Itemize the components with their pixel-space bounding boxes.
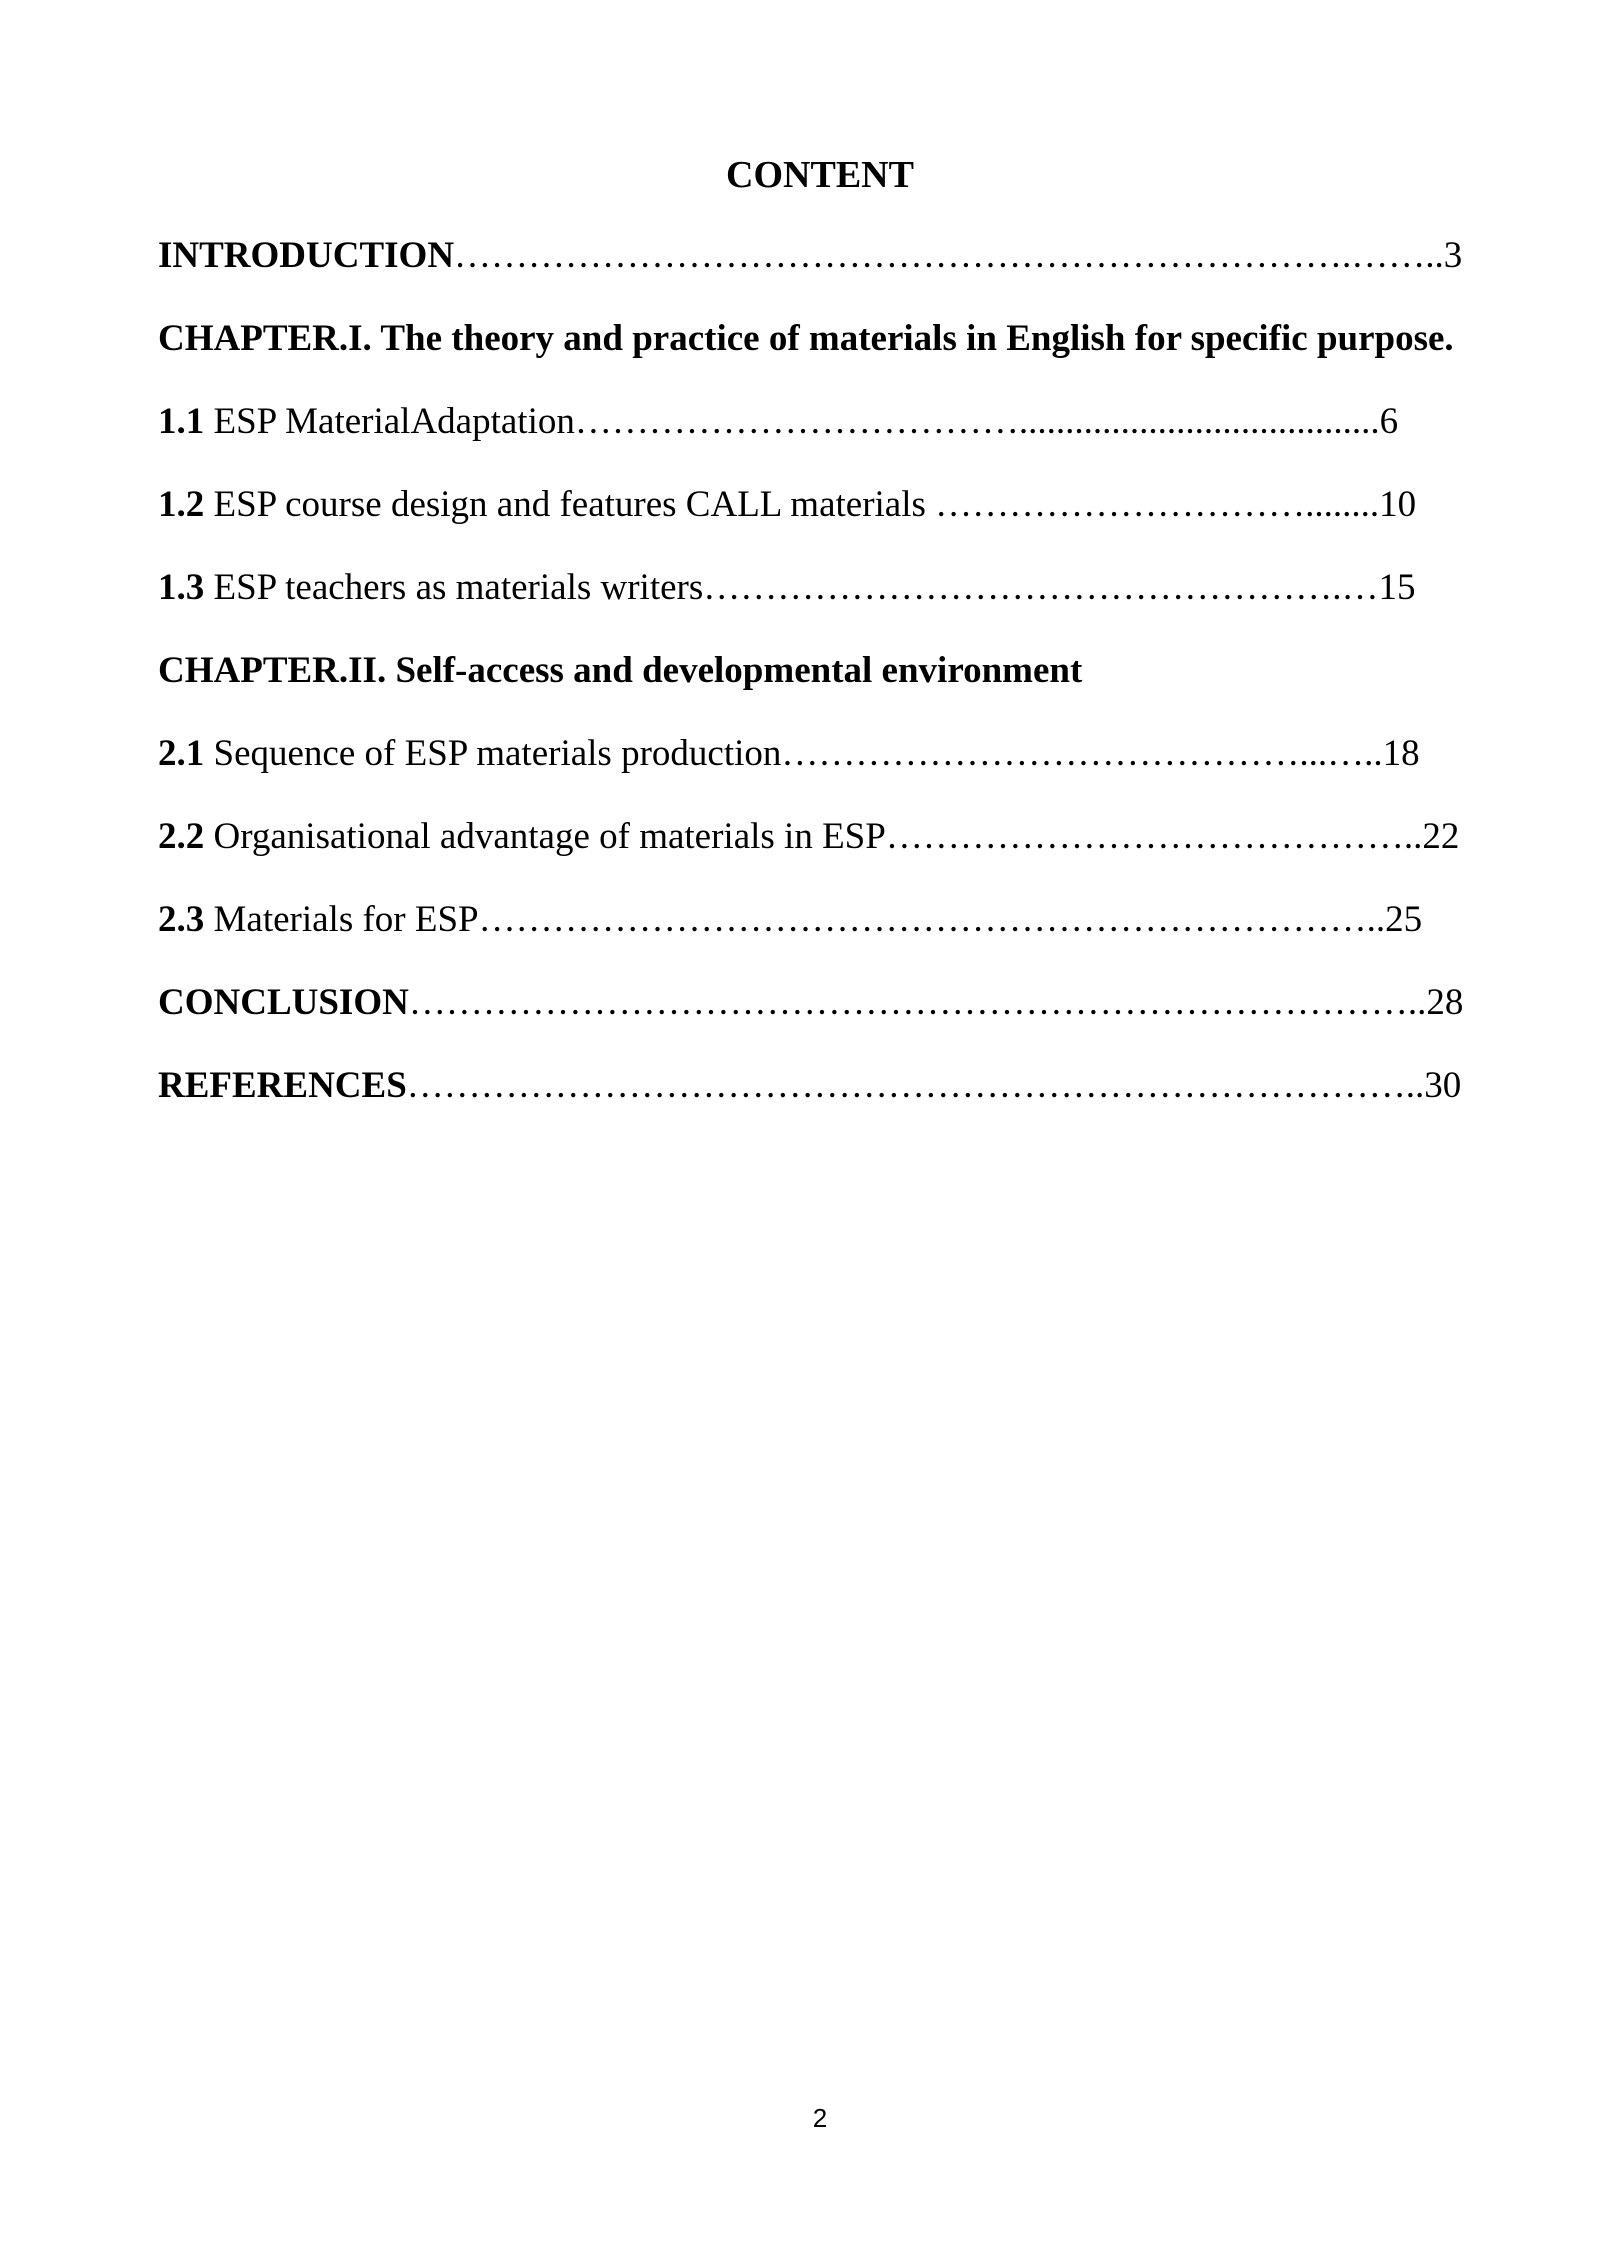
toc-page-number: 6 — [1379, 401, 1399, 442]
toc-entry-text: ESP course design and features CALL materials — [204, 484, 936, 525]
toc-entry-chapter-2 — [158, 644, 1498, 727]
toc-leader: …………………………………………….… — [703, 567, 1379, 608]
toc-leader: ……………………………………...….. — [781, 733, 1383, 774]
toc-entry-introduction — [158, 229, 1498, 312]
toc-page-number: 15 — [1378, 567, 1416, 608]
toc-entry-1-3 — [158, 561, 1498, 644]
toc-entry-text: ESP teachers as materials writers — [204, 567, 704, 608]
toc-page-number: 25 — [1385, 899, 1423, 940]
page-title: CONTENT — [726, 154, 914, 196]
toc-entry-text: REFERENCES — [158, 1065, 407, 1106]
toc-section-number: 2.2 — [158, 816, 205, 857]
toc-leader: ……………………………………………………………….. — [478, 899, 1386, 940]
toc-entry-1-1 — [158, 395, 1498, 478]
toc-entry-text: INTRODUCTION — [158, 235, 455, 276]
toc-section-number: 1.2 — [158, 484, 205, 525]
toc-leader: …………………………………….. — [885, 816, 1423, 857]
toc-page-number: 30 — [1424, 1065, 1462, 1106]
toc-entry-chapter-1 — [158, 312, 1498, 395]
toc-entry-text: Materials for ESP — [204, 899, 479, 940]
toc-page-number: 22 — [1422, 816, 1460, 857]
page-number: 2 — [812, 2103, 828, 2133]
toc-leader: …………………………........ — [935, 484, 1380, 525]
toc-leader: ……………………………………………………………………….. — [408, 982, 1427, 1023]
toc-leader: ……………………………………………………………….…….. — [454, 235, 1444, 276]
toc-entry-2-3 — [158, 893, 1498, 976]
toc-section-number: 2.1 — [158, 733, 205, 774]
toc-leader: ……………………………………………………………………….. — [406, 1065, 1425, 1106]
toc-section-number: 1.3 — [158, 567, 205, 608]
toc-page-number: 10 — [1379, 484, 1417, 525]
toc-entry-text: Organisational advantage of materials in ESP — [204, 816, 886, 857]
toc-entry-text: ESP MaterialAdaptation — [204, 401, 575, 442]
toc-entry-conclusion — [158, 976, 1498, 1059]
toc-entry-2-2 — [158, 810, 1498, 893]
toc-entry-text: Sequence of ESP materials production — [204, 733, 782, 774]
toc-entry-text: CHAPTER.II. Self-access and developmental environment — [158, 650, 1083, 691]
toc-entry-text: CHAPTER.I. The theory and practice of materials in English for specific purpose. — [158, 318, 1454, 359]
toc-leader: ………………………………....................................... — [574, 401, 1380, 442]
toc-entry-text: CONCLUSION — [158, 982, 409, 1023]
toc-entry-2-1 — [158, 727, 1498, 810]
toc-page-number: 18 — [1382, 733, 1420, 774]
toc-entry-references — [158, 1059, 1498, 1142]
toc-entry-1-2 — [158, 478, 1498, 561]
table-of-contents — [158, 229, 1498, 1142]
toc-section-number: 1.1 — [158, 401, 205, 442]
toc-page-number: 28 — [1426, 982, 1464, 1023]
toc-page-number: 3 — [1443, 235, 1463, 276]
toc-section-number: 2.3 — [158, 899, 205, 940]
